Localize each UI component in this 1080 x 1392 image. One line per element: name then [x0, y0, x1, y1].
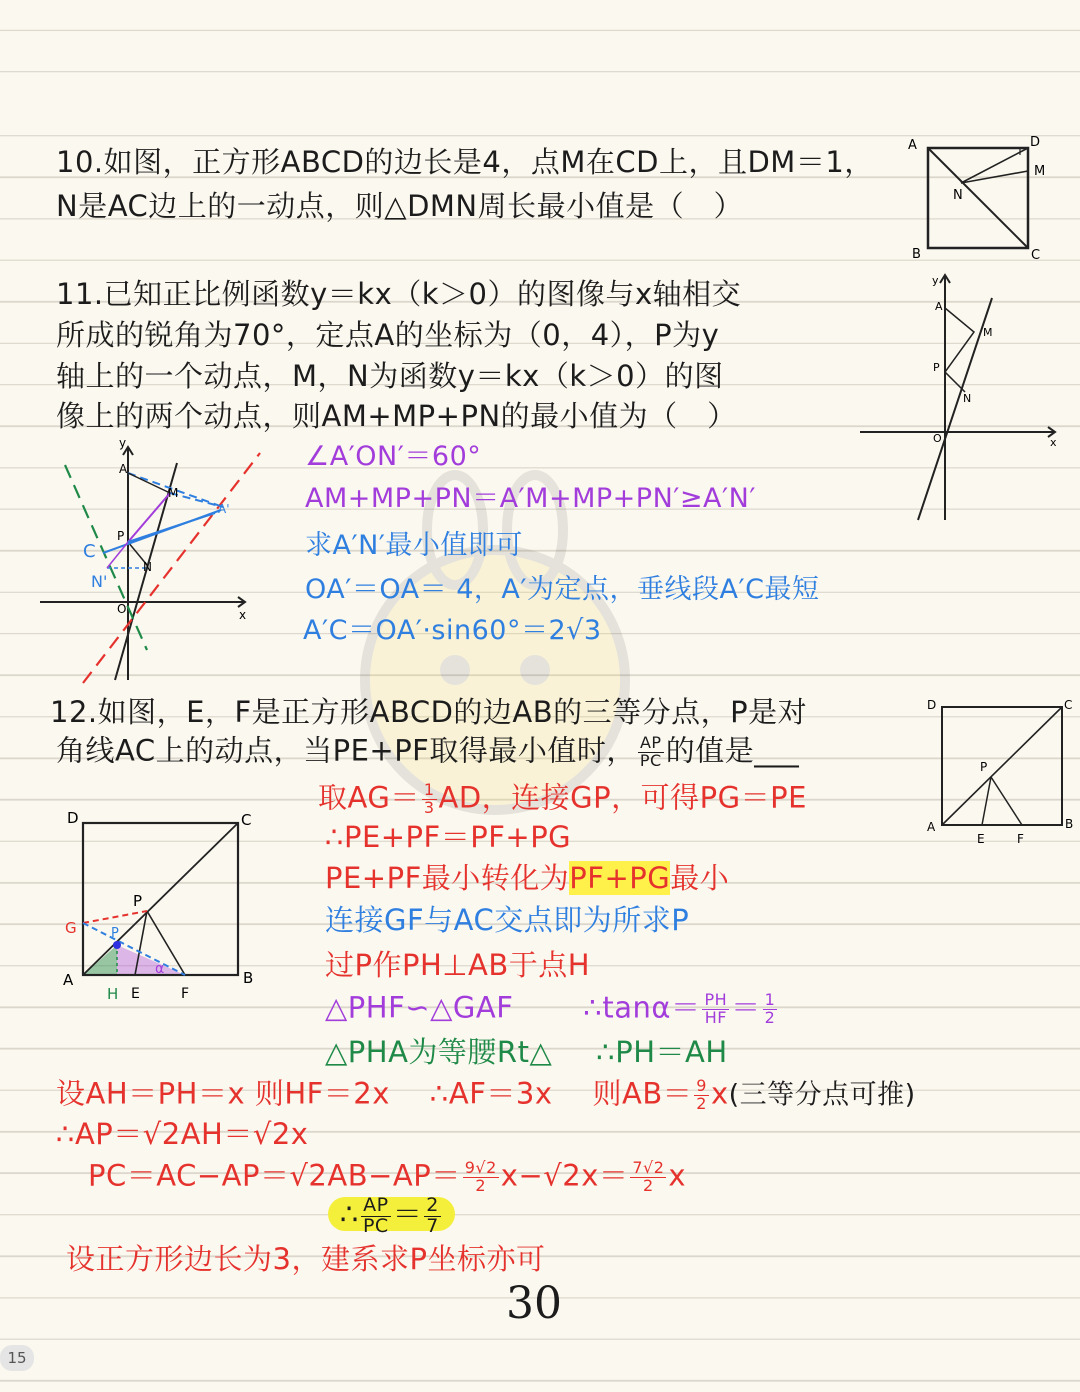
figure-q11-axes — [860, 270, 1060, 530]
fig11b-label-m: M — [168, 486, 179, 500]
fig12b-label-a: A — [63, 971, 74, 989]
fig12-label-p: P — [980, 760, 988, 774]
highlight-answer: ∴ $\frac{AP}{PC}$ ＝ $\frac{2}{7}$ — [328, 1197, 455, 1231]
q12-answer-fraction-two-seventh: $\frac{2}{7}$ — [426, 1194, 439, 1237]
side-page-badge: 15 — [0, 1345, 34, 1371]
fig12b-label-p-blue: P — [111, 926, 119, 941]
highlight-pf-pg: PF+PG — [569, 861, 671, 895]
fig12b-label-h: H — [107, 985, 119, 1003]
q11-line-3: 轴上的一个动点，M，N为函数y＝kx（k＞0）的图 — [56, 359, 724, 393]
q12-fraction-7root2-half: $\frac{7√2}{2}$ — [632, 1158, 665, 1195]
fig11-label-o: O — [933, 432, 942, 445]
fig12b-label-g: G — [65, 919, 77, 937]
q12-line-2-tail: 的值是___ — [665, 733, 800, 768]
q12-fraction-9root2-half: $\frac{9√2}{2}$ — [464, 1158, 497, 1195]
fig12b-label-f: F — [181, 986, 190, 1002]
fig11b-label-o: O — [117, 602, 127, 616]
q12-answer-fraction-ap-pc: $\frac{AP}{PC}$ — [362, 1194, 389, 1237]
fig12-label-d: D — [927, 698, 937, 712]
fig12b-label-d: D — [67, 809, 79, 827]
fig10-label-n: N — [953, 188, 963, 203]
q12-line-2 — [56, 735, 799, 770]
q10-line-1: 10.如图，正方形ABCD的边长是4，点M在CD上，且DM＝1， — [56, 145, 874, 179]
q12-solution-6: △PHF∽△GAF ∴tanα＝ $\frac{PH}{HF}$ ＝ $\frac{1}{2}$ — [325, 990, 776, 1027]
fig12-label-e: E — [977, 832, 985, 846]
q11-line-1: 11.已知正比例函数y＝kx（k＞0）的图像与x轴相交 — [56, 277, 742, 311]
fig10-label-m: M — [1034, 164, 1046, 179]
q11-solution-3: 求A′N′最小值即可 — [305, 530, 523, 561]
fig12b-label-b: B — [243, 969, 254, 987]
fig11b-label-p: P — [117, 529, 125, 543]
fig11-label-x: x — [1050, 436, 1057, 449]
fig11-label-p: P — [933, 361, 940, 374]
fig11b-label-x: x — [239, 608, 247, 622]
page-number: 30 — [506, 1278, 562, 1329]
q12-solution-10: PC＝AC−AP＝√2AB−AP＝ $\frac{9√2}{2}$ x−√2x＝ $\frac{7√2}{2}$ x — [88, 1158, 687, 1195]
q11-solution-5: A′C＝OA′·sin60°＝2√3 — [303, 615, 602, 646]
q12-line-1: 12.如图，E，F是正方形ABCD的边AB的三等分点，P是对 — [50, 695, 808, 729]
fig12-label-c: C — [1064, 698, 1073, 712]
q12-solution-8: 设AH＝PH＝x 则HF＝2x ∴AF＝3x 则AB＝ $\frac{9}{2}$ x(三等分点可推) — [56, 1076, 916, 1113]
q12-fraction-one-half: $\frac{1}{2}$ — [764, 990, 776, 1027]
q12-fraction-nine-half: $\frac{9}{2}$ — [696, 1076, 707, 1113]
fig11b-label-n-prime: N' — [91, 572, 108, 591]
fig12-label-a: A — [927, 820, 936, 834]
q12-solution-3: PE+PF最小转化为PF+PG最小 — [325, 861, 730, 895]
fig11-label-y: y — [932, 274, 939, 287]
q12-solution-5: 过P作PH⊥AB于点H — [325, 948, 591, 982]
q12-solution-9: ∴AP＝√2AH＝√2x — [56, 1117, 309, 1151]
fig12b-label-p: P — [133, 892, 143, 910]
q12-fraction-one-third: $\frac{1}{3}$ — [423, 780, 435, 817]
q11-solution-2: AM+MP+PN＝A′M+MP+PN′≥A′N′ — [305, 483, 756, 514]
q12-solution-12: 设正方形边长为3，建系求P坐标亦可 — [66, 1242, 546, 1276]
q12-fraction-ap-pc: $\frac{AP}{PC}$ — [639, 733, 662, 770]
q11-solution-4: OA′＝OA＝ 4，A′为定点，垂线段A′C最短 — [305, 574, 820, 605]
q12-solution-1: 取AG＝ $\frac{1}{3}$ AD，连接GP，可得PG＝PE — [318, 780, 807, 817]
fig11b-label-c: C — [83, 541, 96, 562]
fig11b-label-a-prime: A' — [218, 502, 230, 516]
q11-line-4: 像上的两个动点，则AM+MP+PN的最小值为（ ） — [56, 399, 737, 433]
fig10-label-a: A — [908, 138, 917, 153]
fig12-label-f: F — [1017, 832, 1024, 846]
q12-solution-7: △PHA为等腰Rt△ ∴PH＝AH — [325, 1035, 728, 1069]
q12-solution-2: ∴PE+PF＝PF+PG — [325, 820, 572, 854]
q12-solution-4: 连接GF与AC交点即为所求P — [325, 903, 690, 937]
fig12b-label-alpha: α — [155, 961, 165, 977]
q12-line-2-text: 角线AC上的动点，当PE+PF取得最小值时， — [56, 733, 636, 768]
figure-q12-square — [922, 695, 1080, 845]
figure-q11-solution — [35, 435, 275, 685]
fig10-label-d: D — [1030, 135, 1041, 150]
fig10-label-c: C — [1031, 248, 1041, 263]
fig10-label-b: B — [912, 247, 921, 262]
figure-q10-square — [905, 135, 1055, 265]
fig11-label-m: M — [983, 326, 993, 339]
fig11b-label-n: N — [143, 560, 152, 574]
fig12b-label-e: E — [131, 986, 140, 1002]
fig11-label-a: A — [935, 300, 943, 313]
q12-answer — [328, 1196, 455, 1237]
fig11b-label-a: A — [119, 462, 128, 476]
q12-fraction-ph-hf: $\frac{PH}{HF}$ — [704, 990, 728, 1027]
q10-line-2: N是AC边上的一动点，则△DMN周长最小值是（ ） — [56, 189, 744, 223]
fig12b-label-c: C — [241, 811, 252, 829]
q11-solution-1: ∠A′ON′＝60° — [305, 441, 482, 472]
figure-q12-solution — [55, 805, 270, 1005]
q11-line-2: 所成的锐角为70°，定点A的坐标为（0，4），P为y — [56, 318, 720, 352]
fig11-label-n: N — [963, 392, 972, 405]
fig12-label-b: B — [1065, 817, 1074, 831]
fig11b-label-y: y — [119, 436, 127, 450]
